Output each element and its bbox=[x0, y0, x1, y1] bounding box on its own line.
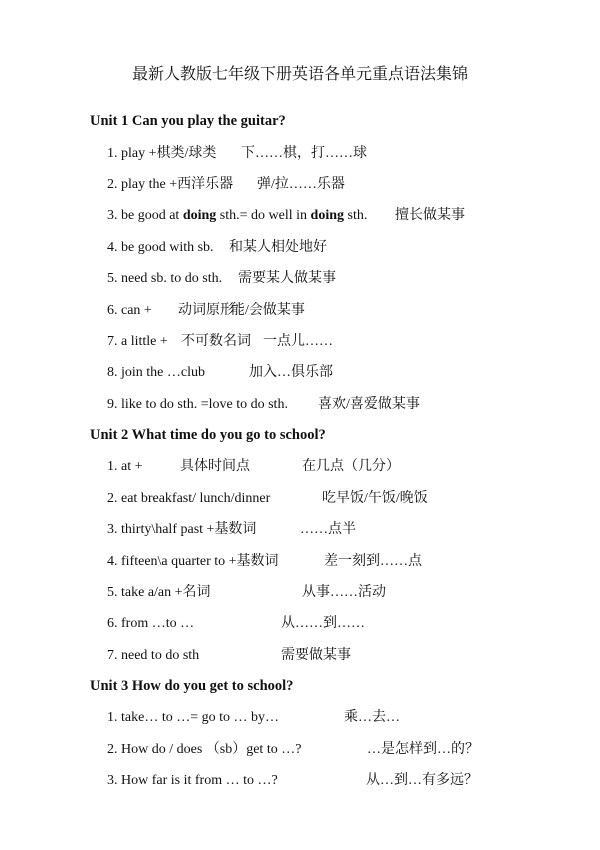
item-english: sth. bbox=[344, 208, 368, 224]
list-item bbox=[0, 734, 600, 765]
item-grammar: 具体时间点 bbox=[180, 459, 250, 475]
item-number: 5. bbox=[107, 584, 118, 600]
bold-keyword: doing bbox=[310, 208, 344, 224]
bold-keyword: doing bbox=[182, 208, 217, 224]
item-chinese: 和某人相处地好 bbox=[229, 239, 327, 255]
list-item bbox=[0, 389, 600, 420]
item-chinese: 下……棋，打……球 bbox=[241, 145, 367, 161]
item-number: 4. bbox=[107, 239, 118, 255]
item-english: join the …club bbox=[121, 365, 205, 381]
list-item bbox=[0, 263, 600, 294]
item-english: fifteen\a quarter to +基数词 bbox=[121, 553, 279, 569]
item-number: 5. bbox=[107, 271, 118, 287]
item-chinese: 能/会做某事 bbox=[231, 302, 305, 318]
item-chinese: ……点半 bbox=[300, 522, 356, 538]
item-chinese: 乘…去… bbox=[344, 710, 400, 726]
unit-heading: Unit 2 What time do you go to school? bbox=[90, 427, 326, 444]
item-english: eat breakfast/ lunch/dinner bbox=[121, 490, 271, 506]
unit-heading: Unit 1 Can you play the guitar? bbox=[90, 113, 286, 130]
item-number: 7. bbox=[107, 333, 118, 349]
list-item bbox=[0, 514, 600, 545]
unit-heading: Unit 3 How do you get to school? bbox=[90, 678, 294, 695]
item-chinese: 从事……活动 bbox=[302, 584, 386, 600]
item-english: take a/an +名词 bbox=[121, 584, 211, 600]
item-number: 1. bbox=[107, 145, 118, 161]
item-chinese: 一点儿…… bbox=[263, 333, 333, 349]
item-number: 3. bbox=[107, 773, 118, 789]
item-english: sth.= do well in bbox=[216, 208, 311, 224]
item-english: thirty\half past +基数词 bbox=[121, 522, 257, 538]
item-number: 7. bbox=[107, 647, 118, 663]
item-english: play the +西洋乐器 bbox=[121, 177, 234, 193]
item-english: need to do sth bbox=[121, 647, 200, 663]
item-chinese: 从……到…… bbox=[281, 616, 365, 632]
item-chinese: 差一刻到……点 bbox=[324, 553, 422, 569]
list-item bbox=[0, 326, 600, 357]
list-item bbox=[0, 577, 600, 608]
item-grammar: 动词原形 bbox=[178, 302, 234, 318]
item-chinese: 从…到…有多远？ bbox=[366, 773, 478, 789]
item-english: from …to … bbox=[121, 616, 195, 632]
unit-3-section bbox=[0, 671, 600, 797]
item-number: 2. bbox=[107, 741, 118, 757]
item-english: How do / does （sb）get to …? bbox=[121, 741, 302, 757]
item-number: 2. bbox=[107, 490, 118, 506]
item-english: take… to …= go to … by… bbox=[121, 710, 279, 726]
item-chinese: 加入…俱乐部 bbox=[249, 365, 333, 381]
list-item bbox=[0, 451, 600, 482]
item-chinese: 需要某人做某事 bbox=[238, 271, 336, 287]
item-number: 6. bbox=[107, 302, 118, 318]
item-chinese: 擅长做某事 bbox=[395, 208, 465, 224]
item-english: need sb. to do sth. bbox=[121, 271, 223, 287]
item-number: 1. bbox=[107, 710, 118, 726]
list-item bbox=[0, 546, 600, 577]
item-chinese: 喜欢/喜爱做某事 bbox=[318, 396, 420, 412]
item-number: 4. bbox=[107, 553, 118, 569]
item-chinese: …是怎样到…的？ bbox=[367, 741, 479, 757]
item-chinese: 需要做某事 bbox=[281, 647, 351, 663]
list-item bbox=[0, 295, 600, 326]
item-english: at + bbox=[121, 459, 143, 475]
list-item bbox=[0, 232, 600, 263]
item-english: can + bbox=[121, 302, 152, 318]
list-item bbox=[0, 169, 600, 200]
item-english: a little + bbox=[121, 333, 168, 349]
item-english: be good with sb. bbox=[121, 239, 214, 255]
item-english: like to do sth. =love to do sth. bbox=[121, 396, 288, 412]
item-grammar: 不可数名词 bbox=[181, 333, 251, 349]
document-title: 最新人教版七年级下册英语各单元重点语法集锦 bbox=[131, 66, 468, 83]
item-chinese: 在几点（几分） bbox=[302, 459, 400, 475]
item-english: play +棋类/球类 bbox=[121, 145, 217, 161]
item-english: be good at bbox=[121, 208, 183, 224]
unit-2-section bbox=[0, 420, 600, 671]
list-item bbox=[0, 702, 600, 733]
document-body bbox=[0, 106, 600, 796]
item-chinese: 吃早饭/午饭/晚饭 bbox=[322, 490, 428, 506]
item-number: 6. bbox=[107, 616, 118, 632]
list-item bbox=[0, 138, 600, 169]
list-item bbox=[0, 640, 600, 671]
unit-1-section bbox=[0, 106, 600, 420]
item-number: 8. bbox=[107, 365, 118, 381]
item-english: How far is it from … to …? bbox=[121, 773, 278, 789]
list-item bbox=[0, 483, 600, 514]
item-number: 2. bbox=[107, 177, 118, 193]
list-item bbox=[0, 200, 600, 231]
list-item bbox=[0, 765, 600, 796]
list-item bbox=[0, 608, 600, 639]
item-chinese: 弹/拉……乐器 bbox=[257, 177, 345, 193]
list-item bbox=[0, 357, 600, 388]
item-number: 1. bbox=[107, 459, 118, 475]
item-number: 3. bbox=[107, 522, 118, 538]
item-number: 9. bbox=[107, 396, 118, 412]
item-number: 3. bbox=[107, 208, 118, 224]
